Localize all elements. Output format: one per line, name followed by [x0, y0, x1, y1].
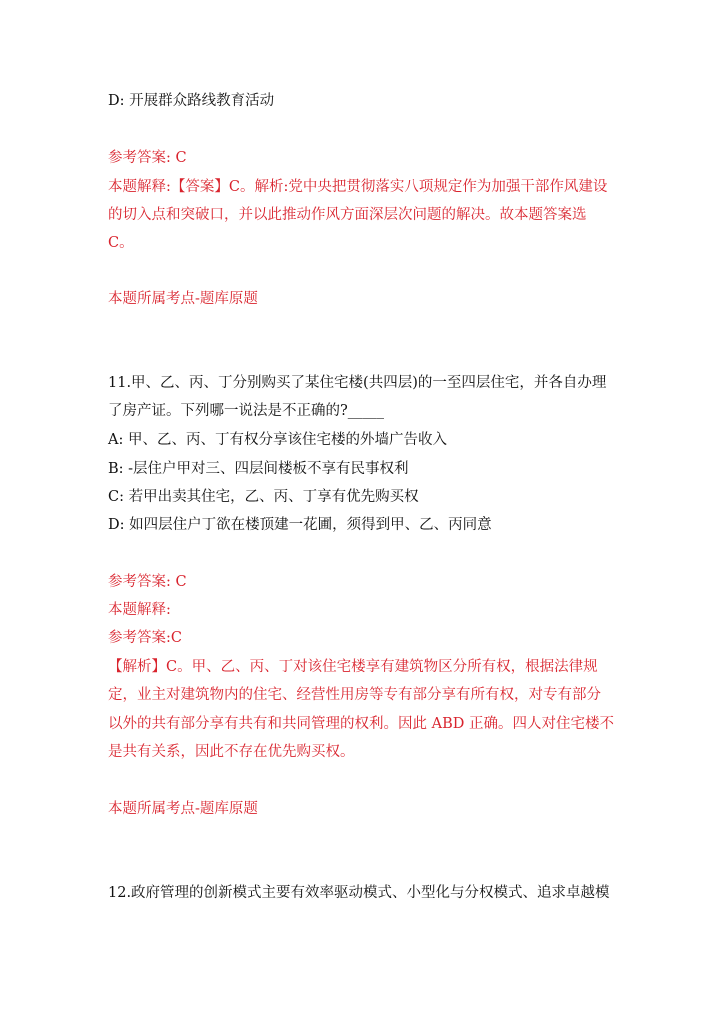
q11-analysis-line-1: 【解析】C。甲、乙、丙、丁对该住宅楼享有建筑物区分所有权，根据法律规 — [108, 659, 598, 675]
q11-question-line-1: 11.甲、乙、丙、丁分别购买了某住宅楼(共四层)的一至四层住宅，并各自办理 — [108, 375, 607, 391]
q11-answer: 参考答案: C — [108, 574, 187, 590]
q10-topic: 本题所属考点-题库原题 — [108, 291, 258, 307]
q12-question-line-1: 12.政府管理的创新模式主要有效率驱动模式、小型化与分权模式、追求卓越模 — [108, 885, 610, 901]
q11-option-c: C: 若甲出卖其住宅，乙、丙、丁享有优先购买权 — [108, 489, 419, 505]
q11-analysis-line-2: 定，业主对建筑物内的住宅、经营性用房等专有部分享有所有权，对专有部分 — [108, 687, 601, 703]
q10-answer: 参考答案: C — [108, 150, 187, 166]
q10-option-d: D: 开展群众路线教育活动 — [108, 93, 275, 109]
q10-explanation-line-2: 的切入点和突破口，并以此推动作风方面深层次问题的解决。故本题答案选 — [108, 207, 587, 223]
q11-analysis-line-4: 是共有关系，因此不存在优先购买权。 — [108, 744, 355, 760]
q11-analysis-line-3: 以外的共有部分享有共有和共同管理的权利。因此 ABD 正确。四人对住宅楼不 — [108, 716, 614, 732]
q10-explanation-line-1: 本题解释:【答案】C。解析:党中央把贯彻落实八项规定作为加强干部作风建设 — [108, 179, 608, 195]
q11-option-a: A: 甲、乙、丙、丁有权分享该住宅楼的外墙广告收入 — [108, 432, 447, 448]
q11-option-d: D: 如四层住户丁欲在楼顶建一花圃，须得到甲、乙、丙同意 — [108, 517, 492, 533]
q11-option-b: B: -层住户甲对三、四层间楼板不享有民事权利 — [108, 461, 409, 477]
q10-explanation-line-3: C。 — [108, 235, 134, 251]
q11-topic: 本题所属考点-题库原题 — [108, 801, 258, 817]
q11-answer-repeat: 参考答案:C — [108, 630, 182, 646]
q11-question-line-2: 了房产证。下列哪一说法是不正确的?_____ — [108, 403, 385, 419]
q11-explanation-label: 本题解释: — [108, 602, 171, 618]
